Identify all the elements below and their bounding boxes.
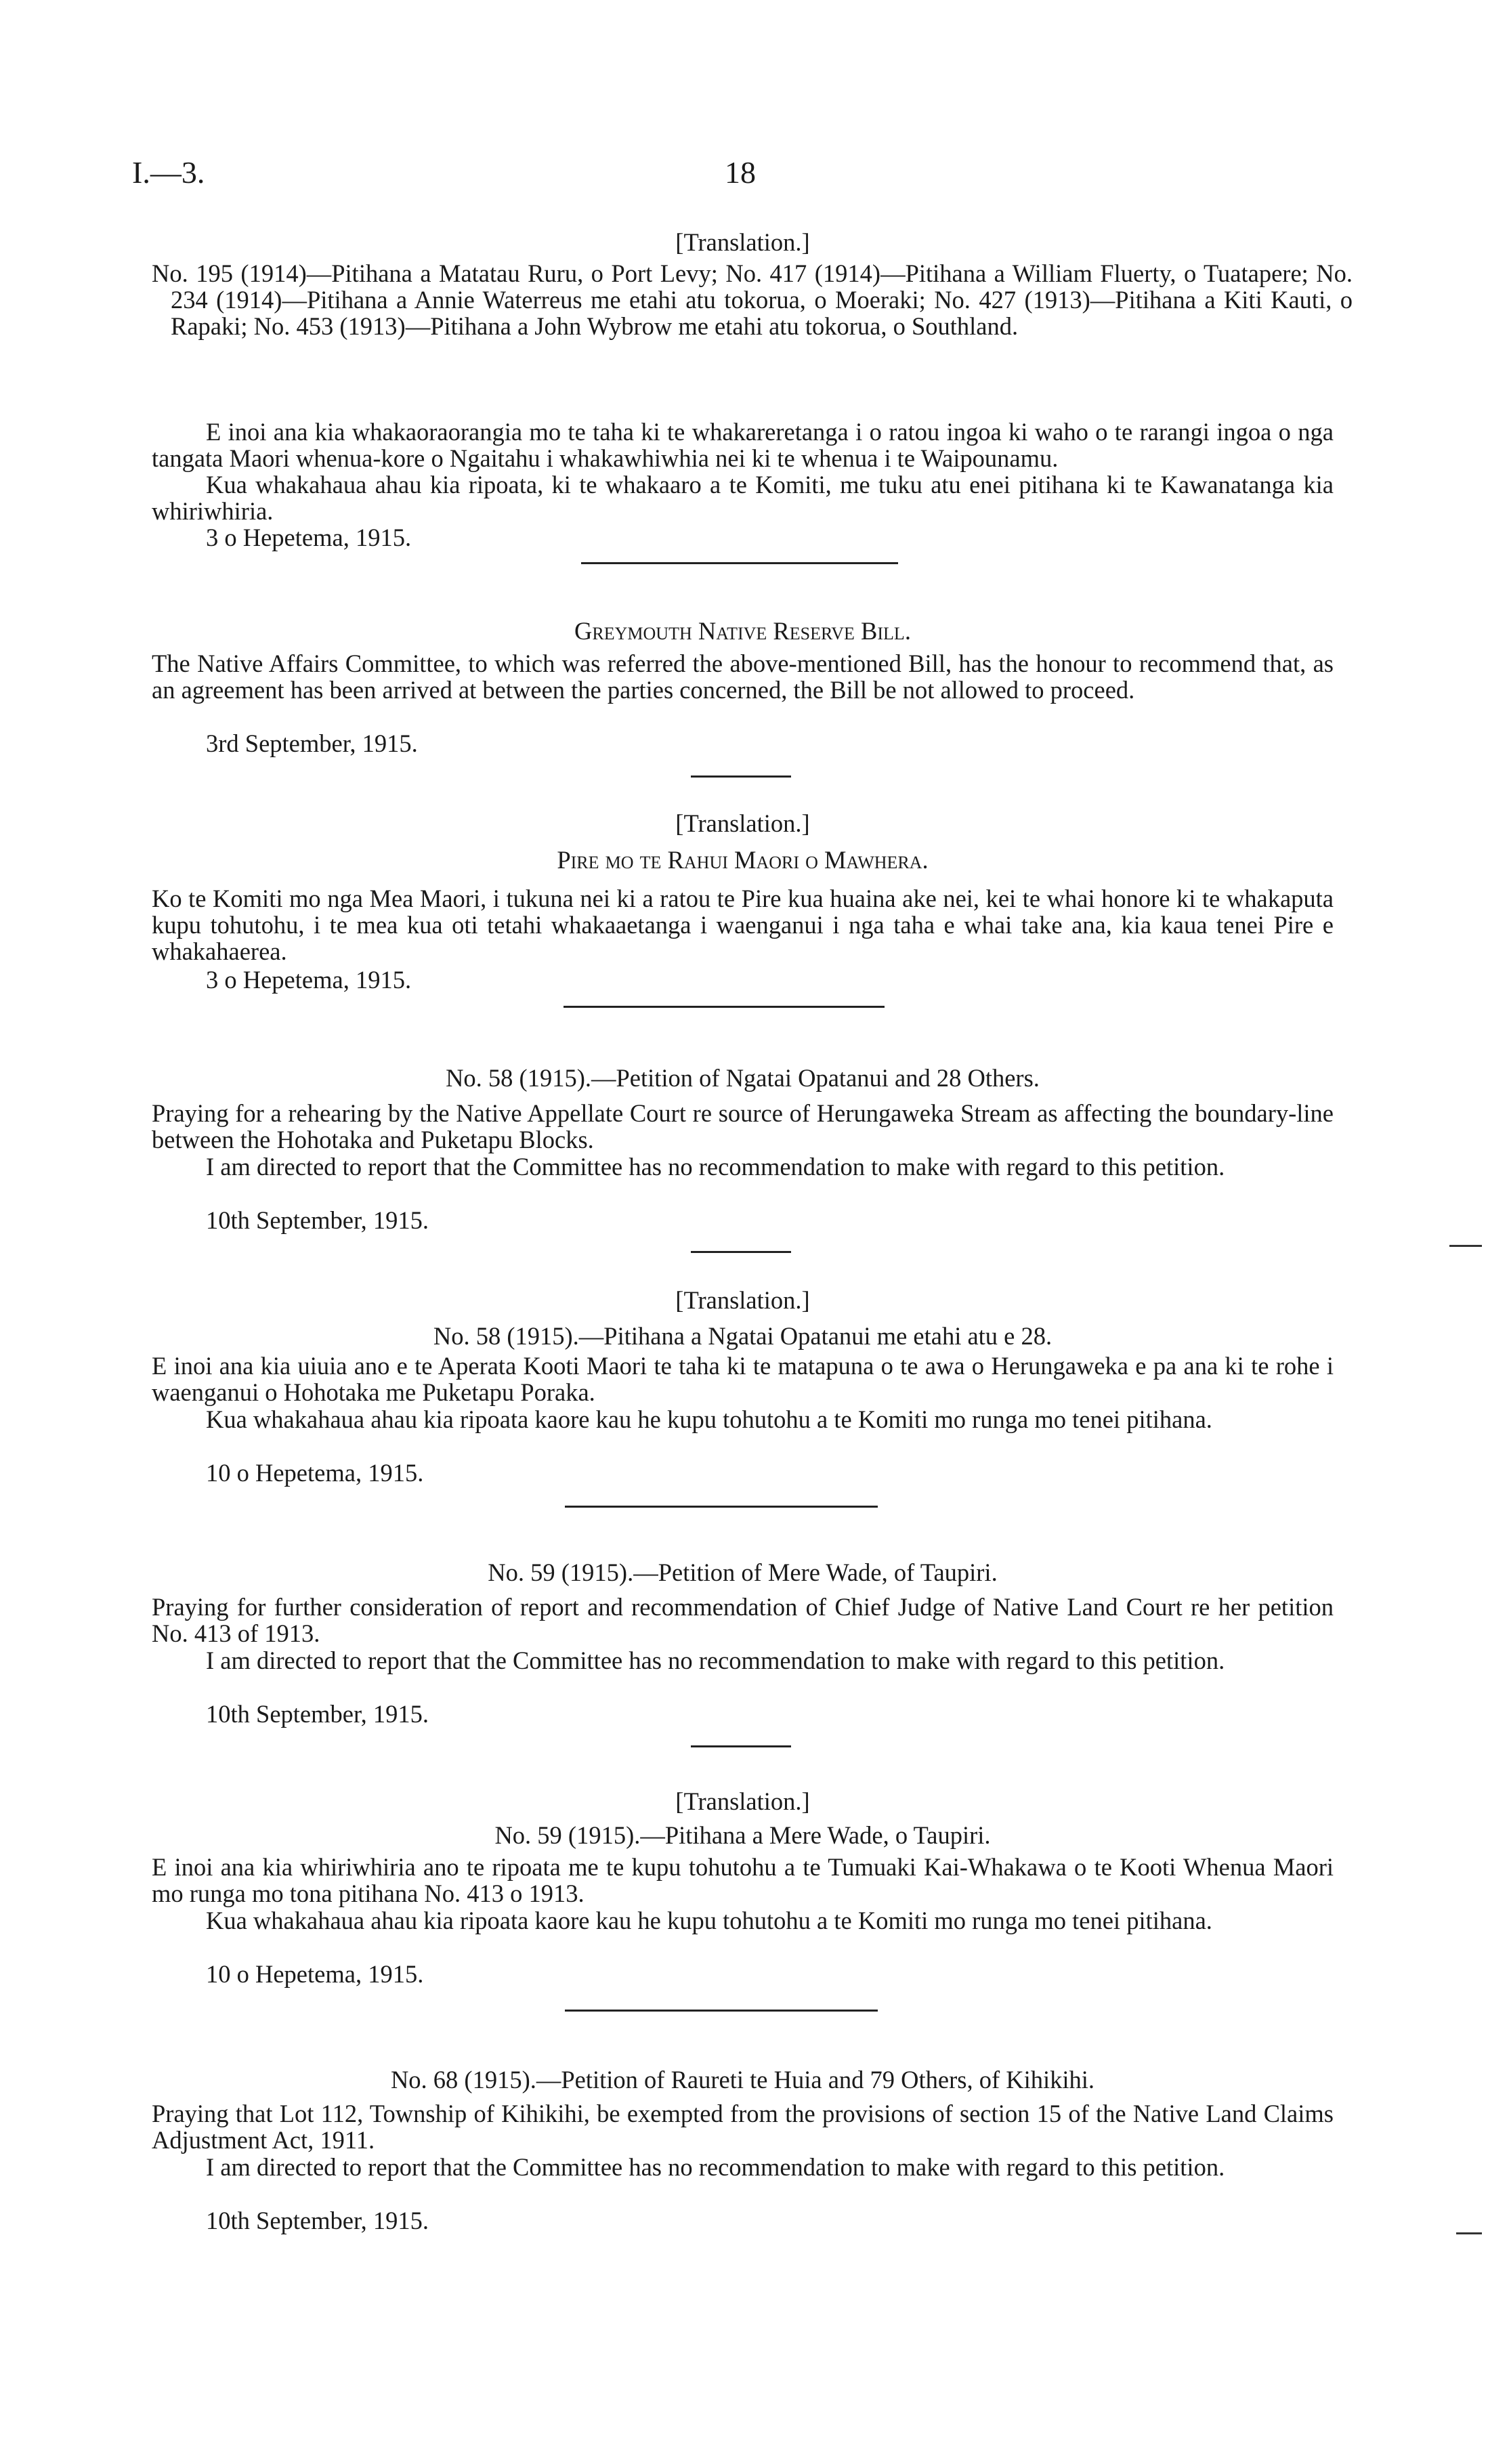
section-title: No. 58 (1915).—Pitihana a Ngatai Opatanui me etahi atu e 28. bbox=[433, 1322, 1053, 1350]
divider bbox=[691, 1745, 791, 1747]
paragraph: E inoi ana kia whiriwhiria ano te ripoata me te kupu tohutohu a te Tumuaki Kai-Whakawa o te Kooti Whenua Maori mo runga mo tona pitihana No. 413 o 1913. bbox=[152, 1853, 1334, 1907]
paragraph: Ko te Komiti mo nga Mea Maori, i tukuna nei ki a ratou te Pire kua huaina ake nei, kei te whai honore ki te whakaputa kupu tohutohu, i te mea kua oti tetahi whakaaetanga i waenganui i nga taha e whai take ana, kia kaua tenei Pire e whakahaerea. bbox=[152, 885, 1334, 965]
paragraph: E inoi ana kia uiuia ano e te Aperata Kooti Maori te taha ki te matapuna o te awa o Herungaweka e pa ana ki te rohe i waenganui o Hohotaka me Puketapu Poraka. bbox=[152, 1352, 1334, 1406]
paragraph: The Native Affairs Committee, to which was referred the above-mentioned Bill, has the honour to recommend that, as an agreement has been arrived at between the parties concerned, the Bill be not allowed to proceed. bbox=[152, 650, 1334, 704]
divider bbox=[691, 776, 791, 778]
date-line: 10 o Hepetema, 1915. bbox=[206, 1960, 424, 1988]
date-line: 3 o Hepetema, 1915. bbox=[206, 524, 412, 551]
paragraph: Praying for a rehearing by the Native Appellate Court re source of Herungaweka Stream as affecting the boundary-line between the Hohotaka and Puketapu Blocks. bbox=[152, 1099, 1334, 1153]
paragraph: Praying for further consideration of report and recommendation of Chief Judge of Native Land Court re her petition No. 413 of 1913. bbox=[152, 1593, 1334, 1647]
date-line: 3rd September, 1915. bbox=[206, 729, 418, 757]
paragraph: Kua whakahaua ahau kia ripoata kaore kau he kupu tohutohu a te Komiti mo runga mo tenei pitihana. bbox=[206, 1405, 1212, 1433]
section-title: Pire mo te Rahui Maori o Mawhera. bbox=[557, 846, 929, 874]
paragraph: E inoi ana kia whakaoraorangia mo te taha ki te whakareretanga i o ratou ingoa ki waho o te rarangi ingoa o nga tangata Maori whenua-kore o Ngaitahu i whakawhiwhia nei ki te whenua i te Waipounamu. bbox=[152, 418, 1334, 472]
page-number: 18 bbox=[725, 155, 756, 190]
translation-label: [Translation.] bbox=[675, 228, 810, 256]
translation-label: [Translation.] bbox=[675, 1286, 810, 1314]
divider bbox=[565, 1506, 878, 1508]
section-heading: No. 195 (1914)—Pitihana a Matatau Ruru, o Port Levy; No. 417 (1914)—Pitihana a William Fluerty, o Tuatapere; No. 234 (1914)—Pitihana a Annie Waterreus me etahi atu tokorua, o Moeraki; No. 427 (1913)—Pitihana a Kiti Kauti, o Rapaki; No. 453 (1913)—Pitihana a John Wybrow me etahi atu tokorua, o Southland. bbox=[152, 259, 1353, 340]
margin-mark bbox=[1456, 2232, 1482, 2234]
date-line: 10th September, 1915. bbox=[206, 2207, 429, 2234]
paragraph: Kua whakahaua ahau kia ripoata, ki te whakaaro a te Komiti, me tuku atu enei pitihana ki te Kawanatanga kia whiriwhiria. bbox=[152, 471, 1334, 525]
divider bbox=[581, 562, 898, 564]
paragraph: Kua whakahaua ahau kia ripoata kaore kau he kupu tohutohu a te Komiti mo runga mo tenei pitihana. bbox=[206, 1907, 1212, 1934]
margin-mark bbox=[1449, 1245, 1482, 1247]
date-line: 10 o Hepetema, 1915. bbox=[206, 1459, 424, 1487]
section-title: No. 58 (1915).—Petition of Ngatai Opatanui and 28 Others. bbox=[446, 1064, 1040, 1092]
divider bbox=[564, 1006, 885, 1008]
paragraph: I am directed to report that the Committee has no recommendation to make with regard to this petition. bbox=[206, 1153, 1225, 1181]
paragraph: I am directed to report that the Committee has no recommendation to make with regard to this petition. bbox=[206, 1647, 1225, 1674]
paragraph: I am directed to report that the Committee has no recommendation to make with regard to this petition. bbox=[206, 2153, 1225, 2181]
date-line: 3 o Hepetema, 1915. bbox=[206, 966, 412, 994]
date-line: 10th September, 1915. bbox=[206, 1206, 429, 1234]
divider bbox=[691, 1251, 791, 1253]
section-title: No. 59 (1915).—Petition of Mere Wade, of Taupiri. bbox=[488, 1558, 998, 1586]
page-reference: I.—3. bbox=[132, 155, 205, 190]
divider bbox=[565, 2010, 878, 2012]
paragraph: Praying that Lot 112, Township of Kihikihi, be exempted from the provisions of section 15 of the Native Land Claims Adjustment Act, 1911. bbox=[152, 2100, 1334, 2154]
translation-label: [Translation.] bbox=[675, 1787, 810, 1815]
translation-label: [Translation.] bbox=[675, 809, 810, 837]
section-title: No. 59 (1915).—Pitihana a Mere Wade, o Taupiri. bbox=[494, 1821, 991, 1849]
section-title: No. 68 (1915).—Petition of Raureti te Huia and 79 Others, of Kihikihi. bbox=[390, 2066, 1095, 2094]
date-line: 10th September, 1915. bbox=[206, 1700, 429, 1728]
section-title: Greymouth Native Reserve Bill. bbox=[574, 617, 911, 645]
